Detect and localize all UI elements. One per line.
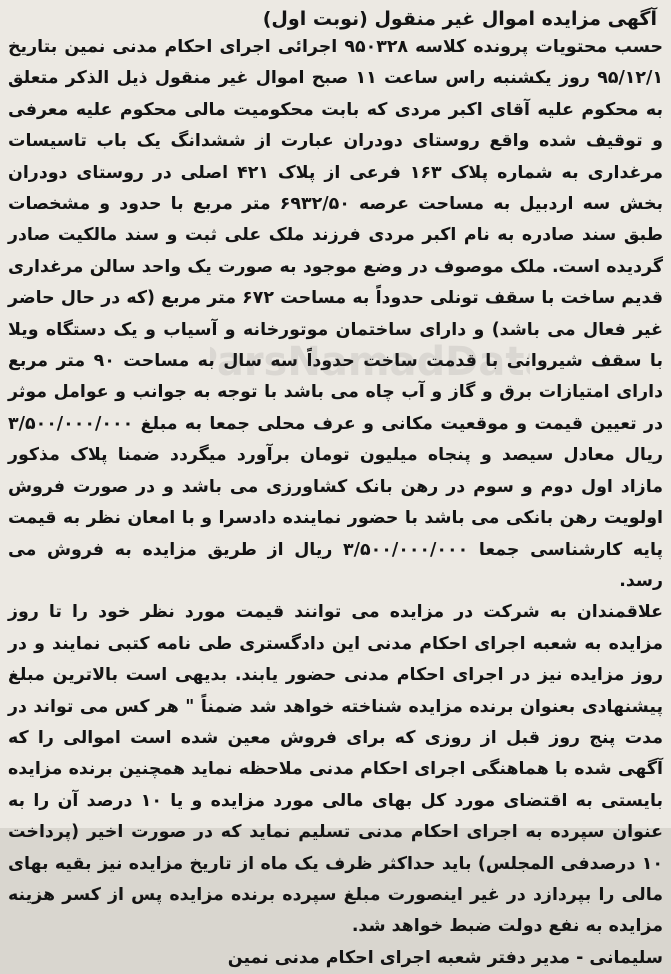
notice-paragraph-2: علاقمندان به شرکت در مزایده می توانند قیمت مورد نظر خود را تا روز مزایده به شعبه اجرای احکام مدنی این دادگستری طی نامه کتبی نمایند و در روز مزایده نیز در اجرای احکام مدنی حضور یابند. بدیهی است بالاترین مبلغ پیشنهادی بعنوان برنده مزایده شناخته خواهد شد ضمناً " هر کس می تواند در مدت پنج روز قبل از روزی که برای فروش معین شده است اموالی را که آگهی شده با هماهنگی اجرای احکام مدنی ملاحظه نماید همچنین برنده مزایده بایستی به اقتضای مورد کل بهای مالی مورد مزایده و یا ۱۰ درصد آن را به عنوان سپرده به اجرای احکام مدنی تسلیم نماید که در صورت اخیر (پرداخت ۱۰ درصدفی المجلس) باید حداکثر ظرف یک ماه از تاریخ مزایده نیز بقیه بهای مالی را بپردازد در غیر اینصورت مبلغ سپرده برنده مزایده پس از کسر هزینه مزایده به نفع دولت ضبط خواهد شد. bbox=[8, 602, 664, 937]
notice-title: آگهی مزایده اموال غیر منقول (نوبت اول) bbox=[262, 8, 657, 30]
notice-signature: سلیمانی - مدیر دفتر شعبه اجرای احکام مدنی نمین bbox=[227, 947, 663, 968]
notice-paragraph-1: حسب محتویات پرونده کلاسه ۹۵۰۳۲۸ اجرائی اجرای احکام مدنی نمین بتاریخ ۹۵/۱۲/۱ روز یکشنبه راس ساعت ۱۱ صبح اموال غیر منقول ذیل الذکر متعلق به محکوم علیه آقای اکبر مردی که بابت محکومیت مالی محکوم علیه معرفی و توقیف شده واقع روستای دودران عبارت از ششدانگ یک باب تاسیسات مرغداری به شماره پلاک ۱۶۳ فرعی از پلاک ۴۲۱ اصلی در روستای دودران بخش سه اردبیل به مساحت عرصه ۶۹۳۲/۵۰ متر مربع با حدود و مشخصات طبق سند صادره به نام اکبر مردی فرزند ملک علی ثبت و سند مالکیت صادر گردیده است. ملک موصوف در وضع موجود به صورت یک واحد سالن مرغداری قدیم ساخت با سقف تونلی حدوداً به مساحت ۶۷۲ متر مربع (که در حال حاضر غیر فعال می باشد) و دارای ساختمان موتورخانه و آسیاب و یک دستگاه ویلا با سقف شیروانی با قدمت ساخت حدوداً سه سال به مساحت ۹۰ متر مربع دارای امتیازات برق و گاز و آب چاه می باشد با توجه به جوانب و عوامل موثر در تعیین قیمت و موقعیت مکانی و عرف محلی جمعا به مبلغ ۳/۵۰۰/۰۰۰/۰۰۰ ریال معادل سیصد و پنجاه میلیون تومان برآورد میگردد ضمنا پلاک مذکور مازاد اول دوم و سوم در رهن بانک کشاورزی می باشد و در صورت فروش اولویت رهن بانکی می باشد با حضور نماینده دادسرا و با امعان نظر به قیمت پایه کارشناسی جمعا ۳/۵۰۰/۰۰۰/۰۰۰ ریال از طریق مزایده به فروش می رسد. bbox=[8, 37, 664, 591]
watermark-logo-label: arsNamadDat bbox=[216, 339, 525, 385]
